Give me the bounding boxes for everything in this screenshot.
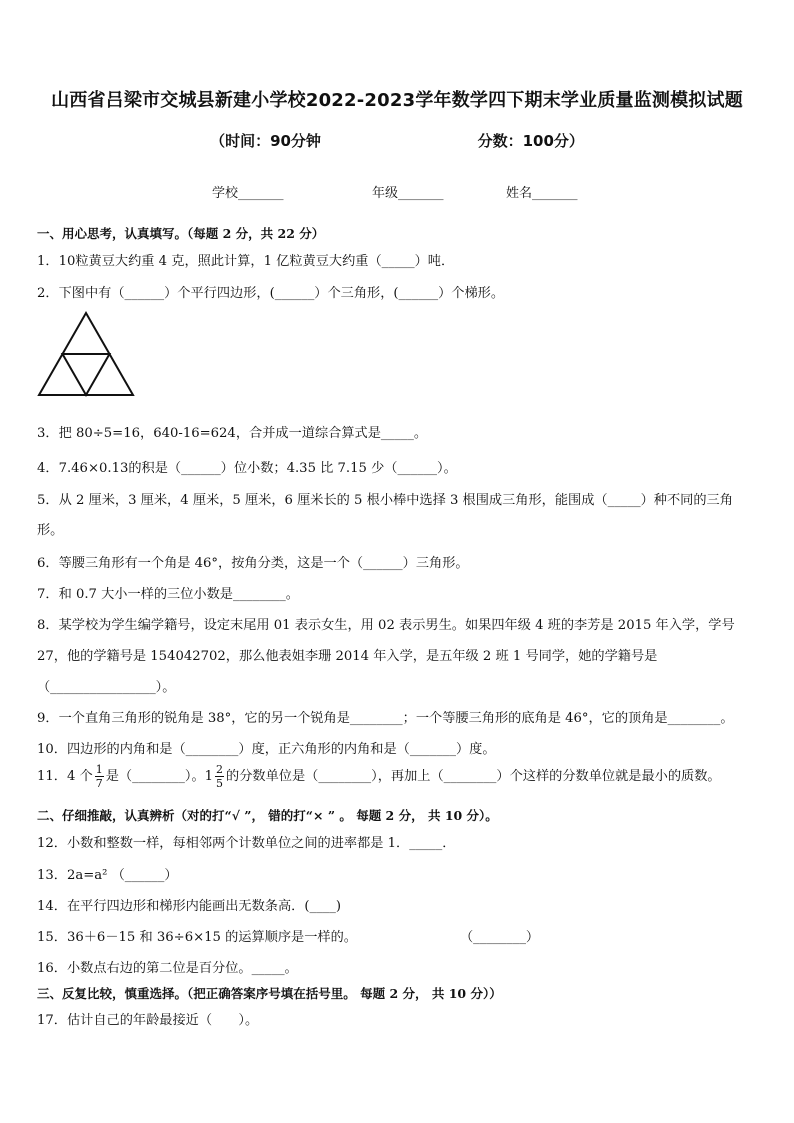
question-2: 2．下图中有（______）个平行四边形，(______）个三角形，(______）个梯形。 xyxy=(37,286,505,301)
question-13: 13．2a=a² （______） xyxy=(37,868,178,883)
section-1-heading: 一、用心思考，认真填写。（每题 2 分，共 22 分） xyxy=(37,226,325,241)
fraction-numerator: 1 xyxy=(95,763,103,776)
question-6: 6．等腰三角形有一个角是 46°，按角分类，这是一个（______）三角形。 xyxy=(37,556,469,571)
fraction-denominator: 5 xyxy=(216,777,224,790)
page-title: 山西省吕梁市交城县新建小学校2022-2023学年数学四下期末学业质量监测模拟试题 xyxy=(51,90,743,111)
grade-field[interactable]: 年级_______ xyxy=(372,186,444,201)
q11-part-3: 的分数单位是（________），再加上（________）个这样的分数单位就是最小的质数。 xyxy=(226,769,721,784)
fraction-one-seventh xyxy=(95,764,104,789)
question-7: 7．和 0.7 大小一样的三位小数是________。 xyxy=(37,587,299,602)
fraction-denominator: 7 xyxy=(95,777,103,790)
fraction-two-fifths xyxy=(215,764,224,789)
subtitle xyxy=(0,130,794,151)
q11-prefix: 11．4 个 xyxy=(37,769,93,784)
question-3: 3．把 80÷5=16，640-16=624，合并成一道综合算式是_____。 xyxy=(37,426,428,441)
triangle-figure xyxy=(37,310,137,398)
question-15: 15．36＋6－15 和 36÷6×15 的运算顺序是一样的。 xyxy=(37,930,357,945)
exam-score: 分数：100分） xyxy=(477,132,584,150)
question-5-line-1: 5．从 2 厘米，3 厘米，4 厘米，5 厘米，6 厘米长的 5 根小棒中选择 3 根围成三角形，能围成（_____）种不同的三角 xyxy=(37,493,733,508)
exam-time: （时间：90分钟 xyxy=(210,132,321,150)
question-14: 14．在平行四边形和梯形内能画出无数条高．(____) xyxy=(37,899,342,914)
question-17: 17．估计自己的年龄最接近（ ）。 xyxy=(37,1013,259,1028)
question-10: 10．四边形的内角和是（________）度，正六角形的内角和是（_______）度。 xyxy=(37,742,496,757)
q11-part-2: 是（________）。1 xyxy=(105,769,214,784)
question-16: 16．小数点右边的第二位是百分位。_____。 xyxy=(37,961,298,976)
fraction-numerator: 2 xyxy=(216,763,224,776)
name-field[interactable]: 姓名_______ xyxy=(506,186,578,201)
section-2-heading: 二、仔细推敲，认真辨析（对的打“√ ”， 错的打“× ” 。 每题 2 分， 共 10 分）。 xyxy=(37,808,498,823)
school-field[interactable]: 学校_______ xyxy=(212,186,284,201)
inner-triangle xyxy=(63,354,110,395)
question-1: 1．10粒黄豆大约重 4 克，照此计算，1 亿粒黄豆大约重（_____）吨． xyxy=(37,254,455,269)
question-5-line-2: 形。 xyxy=(37,523,64,538)
question-8-line-3: （________________）。 xyxy=(37,680,176,695)
question-4: 4．7.46×0.13的积是（______）位小数；4.35 比 7.15 少（______）。 xyxy=(37,461,457,476)
question-12: 12．小数和整数一样，每相邻两个计数单位之间的进率都是 1．_____． xyxy=(37,836,456,851)
question-9: 9．一个直角三角形的锐角是 38°，它的另一个锐角是________；一个等腰三角形的底角是 46°，它的顶角是________。 xyxy=(37,711,734,726)
question-11 xyxy=(37,764,721,789)
question-15-answer-blank: （________） xyxy=(460,930,540,945)
question-8-line-2: 27，他的学籍号是 154042702，那么他表姐李珊 2014 年入学，是五年级 2 班 1 号同学，她的学籍号是 xyxy=(37,649,658,664)
section-3-heading: 三、反复比较，慎重选择。（把正确答案序号填在括号里。 每题 2 分， 共 10 分）） xyxy=(37,986,502,1001)
question-8-line-1: 8．某学校为学生编学籍号，设定末尾用 01 表示女生，用 02 表示男生。如果四年级 4 班的李芳是 2015 年入学，学号 xyxy=(37,618,735,633)
